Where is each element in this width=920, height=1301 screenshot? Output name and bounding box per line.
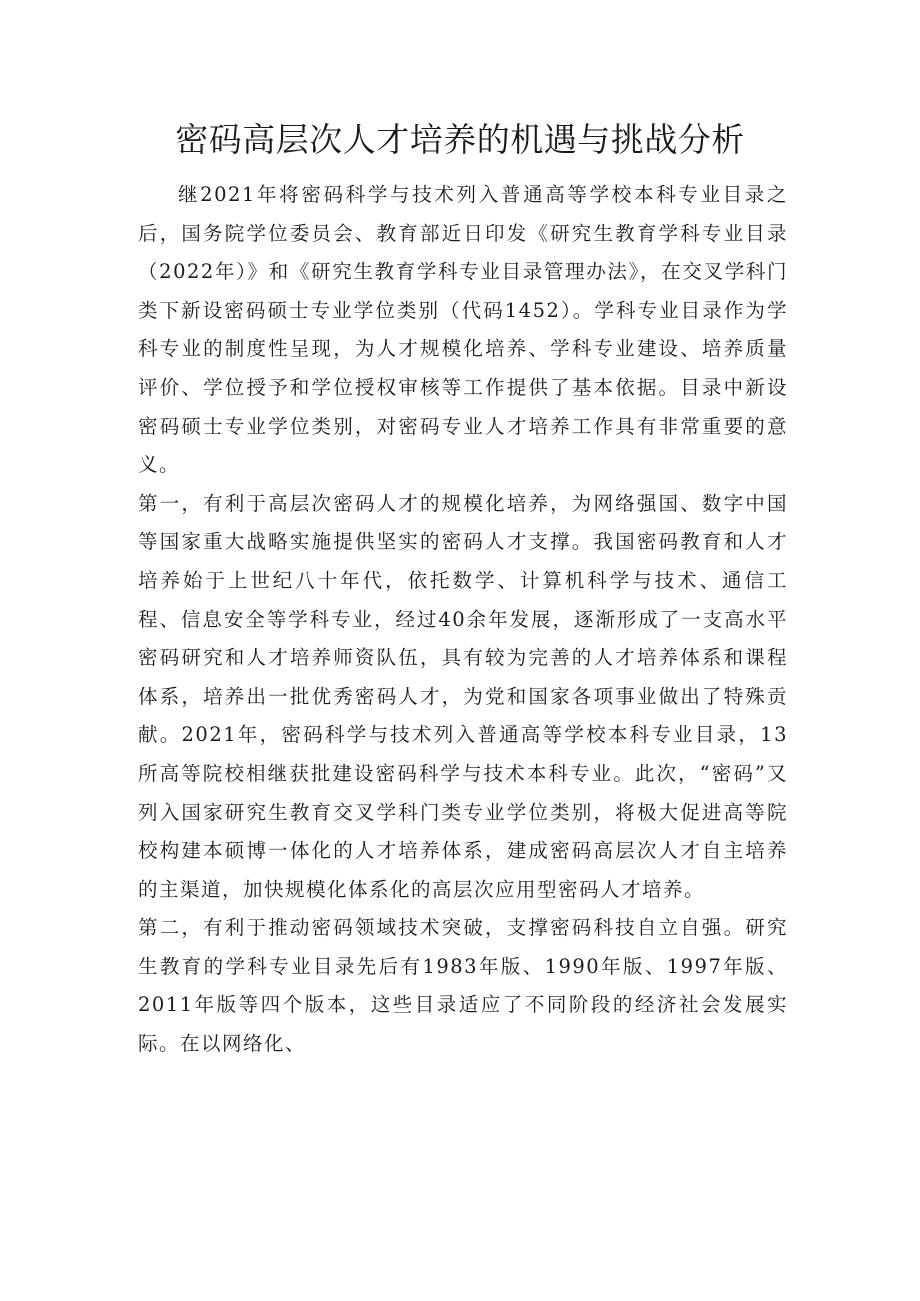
paragraph-second-point: 第二，有利于推动密码领域技术突破，支撑密码科技自立自强。研究生教育的学科专业目录先后有1983年版、1990年版、1997年版、2011年版等四个版本，这些目录适应了不同阶段的经济社会发展实际。在以网络化、 (138, 916, 788, 1056)
paragraph-intro: 继2021年将密码科学与技术列入普通高等学校本科专业目录之后，国务院学位委员会、教育部近日印发《研究生教育学科专业目录（2022年）》和《研究生教育学科专业目录管理办法》，在交叉学科门类下新设密码硕士专业学位类别（代码1452）。学科专业目录作为学科专业的制度性呈现，为人才规模化培养、学科专业建设、培养质量评价、学位授予和学位授权审核等工作提供了基本依据。目录中新设密码硕士专业学位类别，对密码专业人才培养工作具有非常重要的意义。 (138, 183, 788, 477)
document-body (138, 176, 788, 1064)
paragraph-first-point: 第一，有利于高层次密码人才的规模化培养，为网络强国、数字中国等国家重大战略实施提供坚实的密码人才支撑。我国密码教育和人才培养始于上世纪八十年代，依托数学、计算机科学与技术、通信工程、信息安全等学科专业，经过40余年发展，逐渐形成了一支高水平密码研究和人才培养师资队伍，具有较为完善的人才培养体系和课程体系，培养出一批优秀密码人才，为党和国家各项事业做出了特殊贡献。2021年，密码科学与技术列入普通高等学校本科专业目录，13所高等院校相继获批建设密码科学与技术本科专业。此次，“密码”又列入国家研究生教育交叉学科门类专业学位类别，将极大促进高等院校构建本硕博一体化的人才培养体系，建成密码高层次人才自主培养的主渠道，加快规模化体系化的高层次应用型密码人才培养。 (138, 491, 788, 901)
document-title: 密码高层次人才培养的机遇与挑战分析 (175, 120, 745, 159)
